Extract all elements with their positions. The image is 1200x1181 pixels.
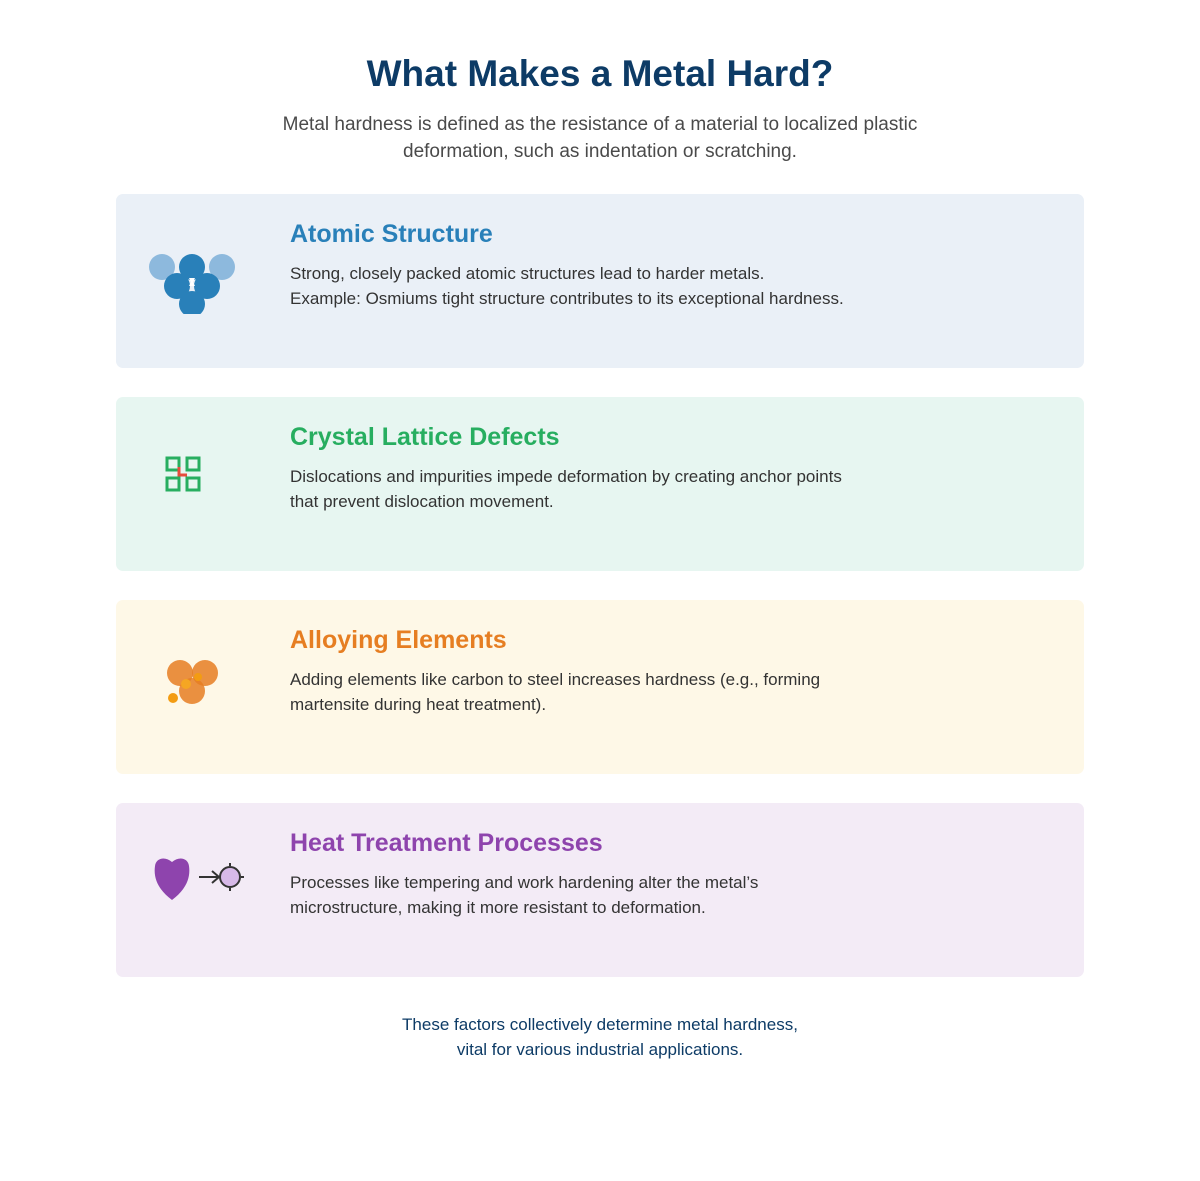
factor-title: Atomic Structure <box>290 220 493 248</box>
atoms-icon <box>146 244 256 314</box>
footer-line-1: These factors collectively determine metal hardness, <box>402 1015 798 1034</box>
page-title: What Makes a Metal Hard? <box>366 53 834 94</box>
factor-description-line: microstructure, making it more resistant to deformation. <box>290 897 706 917</box>
subtitle-line-2: deformation, such as indentation or scratching. <box>403 141 797 162</box>
footer-line-2: vital for various industrial applications. <box>456 1039 744 1059</box>
heat-treatment-icon <box>146 853 256 923</box>
footer-note <box>360 1013 840 1062</box>
factor-description <box>290 262 890 311</box>
factor-card-alloying-elements <box>116 600 1084 774</box>
factor-description-line: Example: Osmiums tight structure contributes to its exceptional hardness. <box>290 288 844 308</box>
factor-card-atomic-structure <box>116 194 1084 368</box>
factor-card-crystal-lattice-defects <box>116 397 1084 571</box>
factor-description-line: that prevent dislocation movement. <box>290 491 554 511</box>
factor-description-line: Processes like tempering and work hardening alter the metal’s <box>290 873 759 892</box>
alloy-particles-icon <box>146 650 256 720</box>
lattice-grid-icon <box>146 447 256 517</box>
factor-title: Alloying Elements <box>290 626 507 654</box>
factor-title: Heat Treatment Processes <box>290 829 603 857</box>
subtitle <box>260 111 940 165</box>
factor-title: Crystal Lattice Defects <box>290 423 560 451</box>
factor-description <box>290 871 890 920</box>
factor-description-line: Adding elements like carbon to steel increases hardness (e.g., forming <box>290 670 821 689</box>
factor-description-line: Dislocations and impurities impede deformation by creating anchor points <box>290 467 842 486</box>
factor-description <box>290 668 890 717</box>
factor-card-heat-treatment <box>116 803 1084 977</box>
subtitle-line-1: Metal hardness is defined as the resistance of a material to localized plastic <box>282 114 918 135</box>
factor-description-line: Strong, closely packed atomic structures lead to harder metals. <box>290 264 765 283</box>
factor-description <box>290 465 890 514</box>
factor-description-line: martensite during heat treatment). <box>290 694 547 714</box>
